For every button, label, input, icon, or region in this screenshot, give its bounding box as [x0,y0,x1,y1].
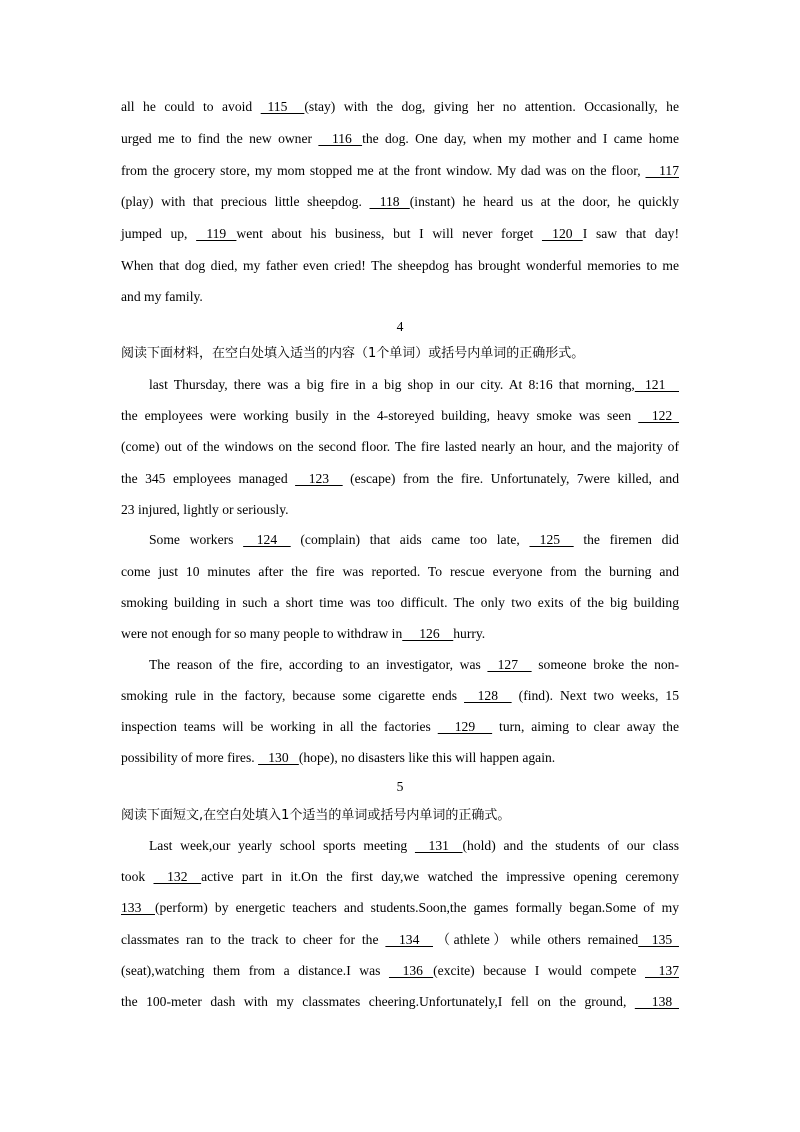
section-4-instruction: 阅读下面材料，在空白处填入适当的内容（1个单词）或括号内单词的正确形式。 [121,346,585,361]
blank-131[interactable]: 131 [414,838,463,853]
text-run: the dog. One day, when my mother and I came home [362,131,679,146]
text-run: （athlete）while others remained [432,932,639,947]
section-4-line [149,655,679,675]
passage-line [121,256,679,276]
text-run: all he could to avoid [121,99,261,114]
blank-115[interactable]: 115 [260,99,305,114]
section-5-line [121,867,679,887]
text-run: I saw that day! [582,226,679,241]
section-4-line [121,469,679,489]
text-run: the 345 employees managed [121,471,296,486]
blank-119[interactable]: 119 [196,226,237,241]
blank-132[interactable]: 132 [153,869,202,884]
text-run: and my family. [121,289,203,304]
blank-121[interactable]: 121 [634,377,679,392]
text-run: from the grocery store, my mom stopped me at the front window. My dad was on the floor, [121,163,646,178]
blank-128[interactable]: 128 [464,688,512,703]
section-4-line [121,593,679,613]
text-run: (seat),watching them from a distance.I was [121,963,389,978]
text-run: the firemen did [573,532,679,547]
text-run: went about his business, but I will never forget [236,226,542,241]
section-number-4: 4 [396,319,404,334]
section-4-line [121,748,679,768]
text-run: classmates ran to the track to cheer for the [121,932,386,947]
text-run: someone broke the non- [531,657,679,672]
blank-138[interactable]: 138 [634,994,679,1009]
section-4-line [121,562,679,582]
section-4-line [121,500,679,520]
passage-line [121,224,679,244]
section-number-5: 5 [396,779,404,794]
blank-129[interactable]: 129 [437,719,493,734]
passage-line [121,161,679,181]
blank-135[interactable]: 135 [638,932,679,947]
blank-117[interactable]: 117 [645,163,679,178]
text-run: (come) out of the windows on the second floor. The fire lasted nearly an hour, and the majority of [121,439,679,454]
section-4-line [149,530,679,550]
passage-line [121,129,679,149]
blank-124[interactable]: 124 [243,532,291,547]
passage-line [121,287,679,307]
text-run: urged me to find the new owner [121,131,319,146]
section-4-line [121,717,679,737]
text-run: (excite) because I would compete [433,963,645,978]
blank-137[interactable]: 137 [645,963,679,978]
text-run: the employees were working busily in the 4-storeyed building, heavy smoke was seen [121,408,639,423]
text-run: the 100-meter dash with my classmates cheering.Unfortunately,I fell on the ground, [121,994,635,1009]
blank-123[interactable]: 123 [295,471,343,486]
section-4-line [149,375,679,395]
blank-120[interactable]: 120 [541,226,583,241]
section-5-line [121,992,679,1012]
text-run: (complain) that aids came too late, [290,532,530,547]
section-5-line [121,898,679,918]
text-run: turn, aiming to clear away the [492,719,679,734]
blank-116[interactable]: 116 [318,131,363,146]
text-run: inspection teams will be working in all the factories [121,719,438,734]
section-5-line [121,930,679,950]
section-4-line [121,624,679,644]
section-5-line [149,836,679,856]
text-run: Last week,our yearly school sports meeting [149,838,415,853]
section-5-line [121,961,679,981]
text-run: 23 injured, lightly or seriously. [121,502,289,517]
blank-130[interactable]: 130 [258,750,299,765]
text-run: (find). Next two weeks, 15 [511,688,679,703]
section-4-line [121,406,679,426]
text-run: (instant) he heard us at the door, he quickly [409,194,680,209]
text-run: When that dog died, my father even cried! The sheepdog has brought wonderful memories to me [121,258,679,273]
blank-133[interactable]: 133 [121,900,155,915]
text-run: (play) with that precious little sheepdog. [121,194,370,209]
blank-134[interactable]: 134 [385,932,433,947]
blank-118[interactable]: 118 [369,194,410,209]
text-run: (escape) from the fire. Unfortunately, 7were killed, and [342,471,679,486]
text-run: (perform) by energetic teachers and students.Soon,the games formally began.Some of my [154,900,679,915]
blank-127[interactable]: 127 [487,657,532,672]
text-run: possibility of more fires. [121,750,259,765]
text-run: The reason of the fire, according to an investigator, was [149,657,488,672]
passage-line [121,97,679,117]
text-run: last Thursday, there was a big fire in a big shop in our city. At 8:16 that morning, [149,377,635,392]
section-5-instruction: 阅读下面短文,在空白处填入1个适当的单词或括号内单词的正确式。 [121,808,511,823]
section-4-line [121,437,679,457]
text-run: (stay) with the dog, giving her no attention. Occasionally, he [304,99,679,114]
text-run: hurry. [453,626,486,641]
passage-line [121,192,679,212]
section-4-line [121,686,679,706]
blank-126[interactable]: 126 [402,626,454,641]
text-run: Some workers [149,532,244,547]
text-run: active part in it.On the first day,we watched the impressive opening ceremony [201,869,679,884]
text-run: smoking rule in the factory, because some cigarette ends [121,688,465,703]
text-run: (hope), no disasters like this will happen again. [298,750,556,765]
text-run: took [121,869,154,884]
blank-136[interactable]: 136 [388,963,434,978]
text-run: were not enough for so many people to withdraw in [121,626,403,641]
text-run: jumped up, [121,226,197,241]
blank-122[interactable]: 122 [638,408,679,423]
text-run: come just 10 minutes after the fire was reported. To rescue everyone from the burning and [121,564,679,579]
text-run: smoking building in such a short time was too difficult. The only two exits of the big building [121,595,679,610]
blank-125[interactable]: 125 [529,532,574,547]
text-run: (hold) and the students of our class [462,838,679,853]
